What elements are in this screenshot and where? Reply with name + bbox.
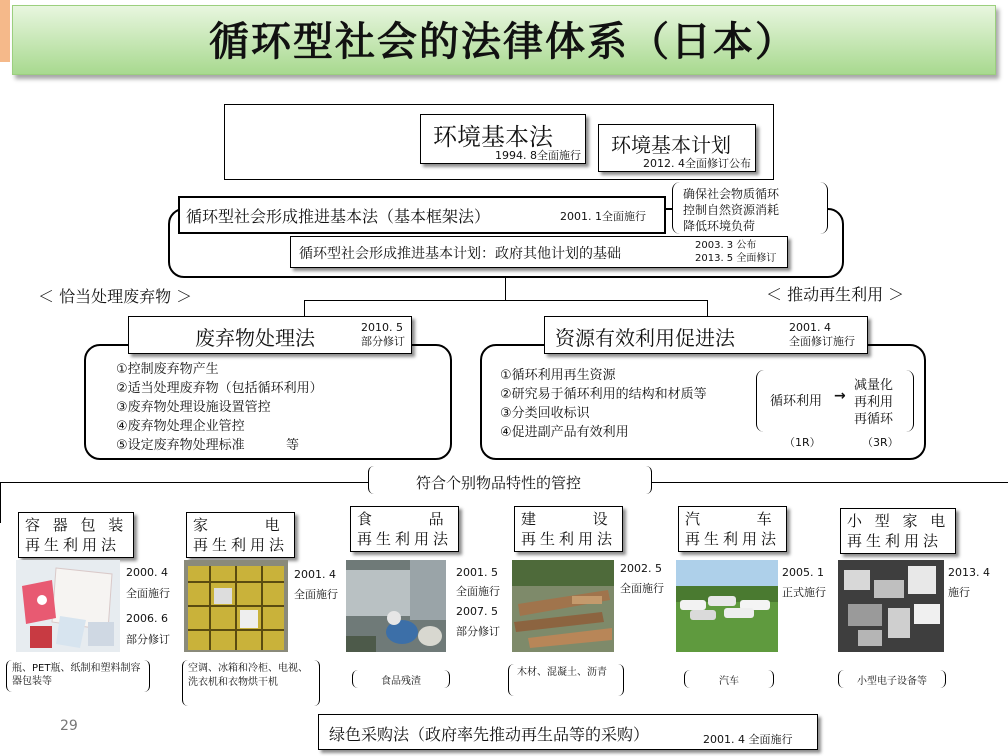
connector-left <box>304 300 305 316</box>
small-appliances-illustration <box>838 560 944 652</box>
framework-plan-date-1: 2003. 3 公布 <box>695 240 757 251</box>
framework-law-date: 2001. 1全面施行 <box>560 210 646 223</box>
construction-illustration <box>512 560 614 652</box>
resource-law-date-2: 全面修订施行 <box>789 335 855 348</box>
green-purchasing-date: 2001. 4 全面施行 <box>703 733 793 746</box>
cat5-items <box>684 670 774 688</box>
side-label-left: ＜ 恰当处理废弃物 ＞ <box>38 287 193 306</box>
label-1r: （1R） <box>784 436 821 449</box>
framework-plan-label: 循环型社会形成推进基本计划：政府其他计划的基础 <box>299 246 621 262</box>
cat5-items-text: 汽车 <box>719 676 739 687</box>
waste-law-label: 废弃物处理法 <box>195 326 315 350</box>
category-construction-line2: 再生利用法 <box>521 530 617 548</box>
cat2-items-text: 空调、冰箱和冷柜、电视、洗衣机和衣物烘干机 <box>188 663 308 688</box>
env-law-date: 1994. 8全面施行 <box>495 149 581 162</box>
resource-items <box>500 366 707 442</box>
category-appliance-box <box>186 512 295 558</box>
env-law-label: 环境基本法 <box>433 123 553 151</box>
green-purchasing-box <box>318 714 818 750</box>
arrow-icon: → <box>834 388 846 404</box>
cat1-date-2: 全面施行 <box>126 587 170 600</box>
food-illustration <box>346 560 446 652</box>
category-food-box <box>350 506 459 552</box>
waste-law-box <box>128 316 412 354</box>
cat3-items-text: 食品残渣 <box>381 676 421 687</box>
resource-item-3: ③分类回收标识 <box>500 406 590 421</box>
connector-stem <box>505 276 506 300</box>
category-small-appliance-line2: 再生利用法 <box>847 532 943 550</box>
resource-item-1: ①循环利用再生资源 <box>500 368 616 383</box>
photo-construction <box>512 560 614 652</box>
goal-1: 确保社会物质循环 <box>683 187 780 201</box>
page-title: 循环型社会的法律体系（日本） <box>209 19 797 65</box>
cat1-date-4: 部分修订 <box>126 633 170 646</box>
cat2-items <box>182 660 320 706</box>
framework-plan-box <box>290 236 788 268</box>
cat5-date-1: 2005. 1 <box>782 566 824 579</box>
waste-item-1: ①控制废弃物产生 <box>116 362 219 377</box>
env-plan-box <box>598 124 756 172</box>
env-plan-date: 2012. 4全面修订公布 <box>643 157 751 170</box>
framework-law-label: 循环型社会形成推进基本法（基本框架法） <box>186 207 491 226</box>
resource-item-4: ④促进副产品有效利用 <box>500 425 629 440</box>
cat1-date-1: 2000. 4 <box>126 566 168 579</box>
waste-item-5: ⑤设定废弃物处理标准 等 <box>116 438 299 453</box>
waste-item-4: ④废弃物处理企业管控 <box>116 419 245 434</box>
category-container-line2: 再生利用法 <box>25 536 121 554</box>
category-appliance-line2: 再生利用法 <box>193 536 289 554</box>
resource-law-box <box>544 316 868 354</box>
goal-3: 降低环境负荷 <box>683 219 756 233</box>
category-construction-line1: 建 设 <box>521 510 612 528</box>
label-3r: （3R） <box>862 436 899 449</box>
photo-small-appliances <box>838 560 944 652</box>
recycle-label: 循环利用 <box>770 394 823 409</box>
containers-illustration <box>16 560 120 652</box>
waste-item-2: ②适当处理废弃物（包括循环利用） <box>116 381 323 396</box>
r3-item-2: 再利用 <box>854 395 894 410</box>
waste-item-3: ③废弃物处理设施设置管控 <box>116 400 271 415</box>
cat1-date-3: 2006. 6 <box>126 612 168 625</box>
category-auto-line1: 汽 车 <box>685 510 776 528</box>
photo-auto <box>676 560 778 652</box>
cat4-date-2: 全面施行 <box>620 582 664 595</box>
cat3-date-1: 2001. 5 <box>456 566 498 579</box>
category-container-line1: 容 器 包 装 <box>25 516 128 534</box>
cat6-date-2: 施行 <box>948 586 970 599</box>
cat1-items-text: 瓶、PET瓶、纸制和塑料制容器包装等 <box>12 663 141 687</box>
cat6-items <box>838 670 946 688</box>
connector-right <box>707 300 708 316</box>
cat4-items-text: 木材、混凝土、沥青 <box>517 667 607 678</box>
env-plan-label: 环境基本计划 <box>611 133 731 157</box>
framework-plan-date-2: 2013. 5 全面修订 <box>695 253 777 264</box>
resource-law-date-1: 2001. 4 <box>789 321 831 334</box>
waste-law-date-2: 部分修订 <box>361 335 405 348</box>
connector-branch <box>304 300 708 301</box>
r3-item-1: 减量化 <box>854 378 894 393</box>
cat3-date-3: 2007. 5 <box>456 605 498 618</box>
cat2-date-1: 2001. 4 <box>294 568 336 581</box>
green-purchasing-label: 绿色采购法（政府率先推动再生品等的采购） <box>329 725 650 744</box>
framework-law-box <box>178 196 666 234</box>
cat3-date-4: 部分修订 <box>456 625 500 638</box>
framework-goals <box>672 182 828 234</box>
auto-illustration <box>676 560 778 652</box>
cat6-items-text: 小型电子设备等 <box>857 676 927 687</box>
cat3-items <box>352 670 450 688</box>
resource-item-2: ②研究易于循环利用的结构和材质等 <box>500 387 707 402</box>
cat5-date-2: 正式施行 <box>782 586 826 599</box>
env-law-box <box>420 114 586 164</box>
category-construction-box <box>514 506 623 552</box>
category-food-line1: 食 品 <box>357 510 448 528</box>
photo-food <box>346 560 446 652</box>
cat6-date-1: 2013. 4 <box>948 566 990 579</box>
individual-label: 符合个别物品特性的管控 <box>416 474 582 492</box>
goal-2: 控制自然资源消耗 <box>683 203 780 217</box>
r3-item-3: 再循环 <box>854 412 894 427</box>
waste-law-date-1: 2010. 5 <box>361 321 403 334</box>
cat1-items <box>6 660 150 692</box>
page-number: 29 <box>60 718 78 734</box>
category-container-box <box>18 512 134 558</box>
category-appliance-line1: 家 电 <box>193 516 284 534</box>
photo-appliances <box>184 560 288 652</box>
waste-items <box>116 360 323 455</box>
resource-law-label: 资源有效利用促进法 <box>555 326 735 350</box>
category-small-appliance-line1: 小 型 家 电 <box>847 512 950 530</box>
cat2-date-2: 全面施行 <box>294 588 338 601</box>
cat3-date-2: 全面施行 <box>456 585 500 598</box>
title-decoration <box>0 0 10 62</box>
category-auto-line2: 再生利用法 <box>685 530 781 548</box>
side-label-right: ＜ 推动再生利用 ＞ <box>766 285 905 304</box>
category-auto-box <box>678 506 787 552</box>
appliances-illustration <box>184 560 288 652</box>
category-small-appliance-box <box>840 508 956 554</box>
cat4-date-1: 2002. 5 <box>620 562 662 575</box>
cat4-items <box>508 664 624 696</box>
category-food-line2: 再生利用法 <box>357 530 453 548</box>
photo-containers <box>16 560 120 652</box>
